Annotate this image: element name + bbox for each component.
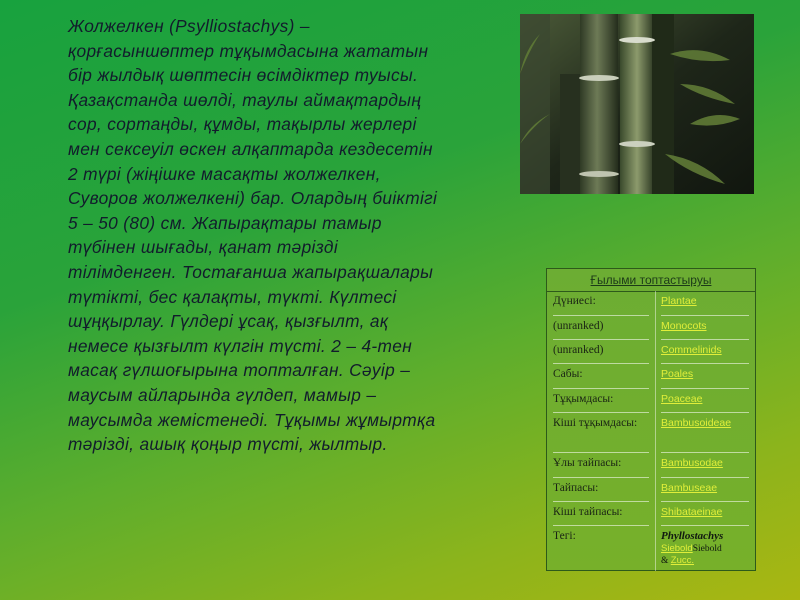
row-label: Кіші тайпасы: [553, 502, 649, 526]
row-label: Тегі: [553, 530, 576, 542]
row-label: (unranked) [553, 340, 649, 364]
row-label: Ұлы тайпасы: [553, 453, 649, 478]
taxobox-row [547, 340, 755, 364]
row-link[interactable]: Bambusodae [661, 453, 749, 478]
authority-link[interactable]: Siebold [661, 543, 693, 554]
row-label: Дүниесі: [553, 291, 649, 316]
taxobox-row [547, 453, 755, 478]
genus-cell [661, 526, 749, 571]
taxonomy-box [546, 268, 756, 571]
authority-link[interactable]: Zucc. [670, 555, 694, 566]
genus-authority [661, 543, 749, 567]
row-link[interactable]: Poaceae [661, 389, 749, 413]
row-label: (unranked) [553, 316, 649, 340]
row-link[interactable]: Bambuseae [661, 478, 749, 502]
taxobox-row [547, 291, 755, 316]
row-link[interactable]: Poales [661, 364, 749, 389]
row-link[interactable]: Plantae [661, 291, 749, 316]
row-link[interactable]: Monocots [661, 316, 749, 340]
row-link[interactable]: Commelinids [661, 340, 749, 364]
authority-text: Siebold [692, 544, 722, 554]
taxobox-row [547, 364, 755, 389]
row-label: Сабы: [553, 364, 649, 389]
taxobox-row [547, 502, 755, 526]
bamboo-photo [520, 14, 754, 194]
taxobox-row [547, 413, 755, 453]
row-label: Тұқымдасы: [553, 389, 649, 413]
authority-amp: & [661, 556, 669, 566]
row-label: Кіші тұқымдасы: [553, 413, 649, 453]
taxobox-row [547, 478, 755, 502]
genus-name: Phyllostachys [661, 530, 724, 542]
row-link[interactable]: Bambusoideae [661, 413, 749, 453]
article-text: Жолжелкен (Psylliostachys) – қорғасыншөптер тұқымдасына жататын бір жылдық шөптесін өсімдіктер туысы. Қазақстанда шөлді, таулы аймақтардың сор, сортаңды, құмды, тақырлы жерлері мен сексеуіл өскен алқаптарда кездесетін 2 түрі (жіңішке масақты жолжелкен, Суворов жолжелкені) бар. Олардың биіктігі 5 – 50 (80) см. Жапырақтары тамыр түбінен шығады, қанат тәрізді тілімденген. Тостағанша жапырақшалары түтікті, бес қалақты, түкті. Күлтесі шұңқырлау. Гүлдері ұсақ, қызғылт, ақ немесе қызғылт күлгін түсті. 2 – 4-тен масақ гүлшоғырына топталған. Сәуір – маусым айларында гүлдеп, мамыр – маусымда жемістенеді. Тұқымы жұмыртқа тәрізді, ашық қоңыр түсті, жылтыр. [68, 16, 438, 455]
taxobox-row-genus [547, 526, 755, 571]
row-label: Тайпасы: [553, 478, 649, 502]
taxobox-title[interactable]: Ғылыми топтастыруы [547, 269, 755, 292]
taxobox-row [547, 389, 755, 413]
row-link[interactable]: Shibataeinae [661, 502, 749, 526]
taxobox-row [547, 316, 755, 340]
